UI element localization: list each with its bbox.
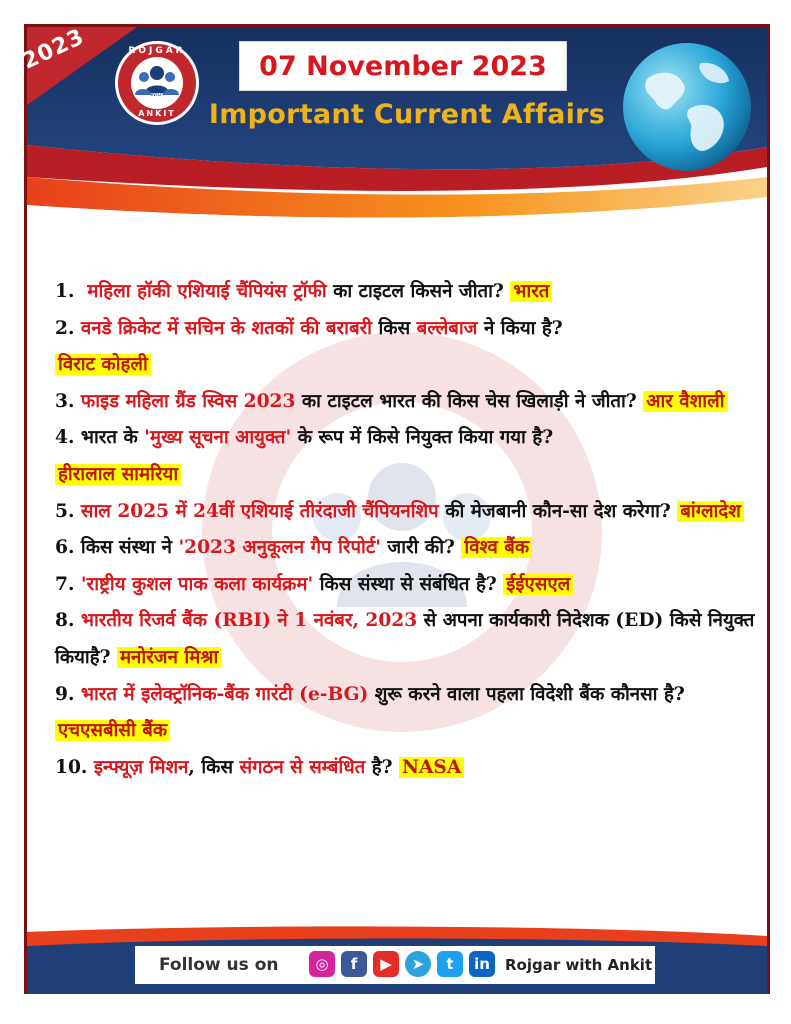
question-text: के रूप में किसे नियुक्त किया गया है?: [291, 427, 554, 449]
question-6: [55, 530, 755, 567]
question-7: [55, 567, 755, 604]
question-topic: भारत में इलेक्ट्रॉनिक-बैंक गारंटी (e-BG): [80, 683, 369, 705]
logo-inner-circle: [131, 57, 183, 109]
question-number: 4.: [55, 427, 75, 449]
question-number: 8.: [55, 610, 75, 632]
question-2: [55, 311, 755, 384]
year-badge: 2023: [18, 24, 89, 75]
logo-middle-text: With: [150, 91, 164, 98]
question-topic: साल 2025 में 24वीं एशियाई तीरंदाजी चैंपियनशिप: [80, 500, 439, 522]
header: [18, 24, 767, 277]
question-text: शुरू करने वाला पहला विदेशी बैंक कौनसा है?: [368, 683, 685, 705]
question-number: 10.: [55, 756, 88, 778]
linkedin-icon[interactable]: in: [469, 951, 495, 977]
question-topic: भारतीय रिजर्व बैंक (RBI) ने 1 नवंबर, 2023: [80, 610, 418, 632]
question-text-2: है?: [365, 756, 399, 778]
question-text: की मेजबानी कौन-सा देश करेगा?: [438, 500, 678, 522]
answer-highlight: एचएसबीसी बैंक: [55, 720, 170, 741]
twitter-icon[interactable]: t: [437, 951, 463, 977]
question-text: , किस: [188, 756, 240, 778]
page-title: Important Current Affairs: [208, 99, 606, 130]
question-topic-2: संगठन से सम्बंधित: [239, 756, 366, 778]
question-topic: 'मुख्य सूचना आयुक्त': [144, 427, 292, 449]
question-topic: फाइड महिला ग्रैंड स्विस 2023: [80, 390, 296, 412]
globe-icon: [619, 39, 755, 175]
question-text: किस संस्था से संबंधित है?: [313, 573, 504, 595]
answer-highlight: ईईएसएल: [503, 574, 573, 595]
answer-highlight: विराट कोहली: [55, 354, 151, 375]
question-number: 1.: [55, 281, 75, 302]
question-topic: वनडे क्रिकेट में सचिन के शतकों की बराबरी: [80, 317, 372, 339]
question-prefix: भारत के: [80, 427, 145, 449]
question-text: का टाइटल भारत की किस चेस खिलाड़ी ने जीता?: [295, 390, 644, 412]
question-text: जारी की?: [380, 537, 462, 559]
answer-highlight: आर वैशाली: [643, 391, 727, 412]
answer-highlight: बांग्लादेश: [677, 501, 744, 522]
question-10: [55, 750, 755, 787]
people-icon: [131, 57, 183, 109]
question-number: 3.: [55, 390, 75, 412]
answer-highlight: भारत: [510, 281, 552, 302]
question-number: 6.: [55, 537, 75, 559]
telegram-icon[interactable]: ➤: [405, 951, 431, 977]
question-list: [55, 274, 755, 786]
question-topic-2: बल्लेबाज: [416, 317, 478, 339]
question-1: [55, 274, 755, 311]
question-prefix: किस संस्था ने: [80, 537, 179, 559]
question-topic: '2023 अनुकूलन गैप रिपोर्ट': [178, 537, 381, 559]
answer-highlight: हीरालाल सामरिया: [55, 464, 181, 485]
poster-frame: [18, 24, 770, 994]
date-label: 07 November 2023: [239, 41, 567, 91]
logo-top-text: ROJGAR: [128, 46, 186, 56]
question-3: [55, 384, 755, 421]
rojgar-with-ankit-logo: [115, 41, 199, 125]
question-9: [55, 677, 755, 750]
question-text: से अपना कार्यकारी निदेशक (ED) किसे नियुक्त कियाहै?: [55, 610, 755, 668]
question-text: का टाइटल किसने जीता?: [326, 281, 511, 302]
youtube-icon[interactable]: ▶: [373, 951, 399, 977]
question-text: किस: [372, 317, 417, 339]
question-number: 5.: [55, 500, 75, 522]
question-5: [55, 494, 755, 531]
question-number: 7.: [55, 573, 75, 595]
answer-highlight: NASA: [399, 757, 464, 778]
question-topic: इन्फ्यूज़ मिशन: [93, 756, 189, 778]
question-4: [55, 420, 755, 493]
facebook-icon[interactable]: f: [341, 951, 367, 977]
question-topic: महिला हॉकी एशियाई चैंपियंस ट्रॉफी: [87, 281, 327, 302]
logo-bottom-text: ANKIT: [138, 109, 176, 118]
question-number: 2.: [55, 317, 75, 339]
question-topic: 'राष्ट्रीय कुशल पाक कला कार्यक्रम': [80, 573, 314, 595]
answer-highlight: मनोरंजन मिश्रा: [117, 647, 221, 668]
brand-name: Rojgar with Ankit: [505, 956, 653, 974]
follow-us-label: Follow us on: [159, 955, 279, 975]
answer-highlight: विश्व बैंक: [461, 537, 532, 558]
question-8: [55, 603, 755, 676]
instagram-icon[interactable]: ◎: [309, 951, 335, 977]
question-text-2: ने किया है?: [477, 317, 563, 339]
question-number: 9.: [55, 683, 75, 705]
footer: [27, 932, 767, 994]
